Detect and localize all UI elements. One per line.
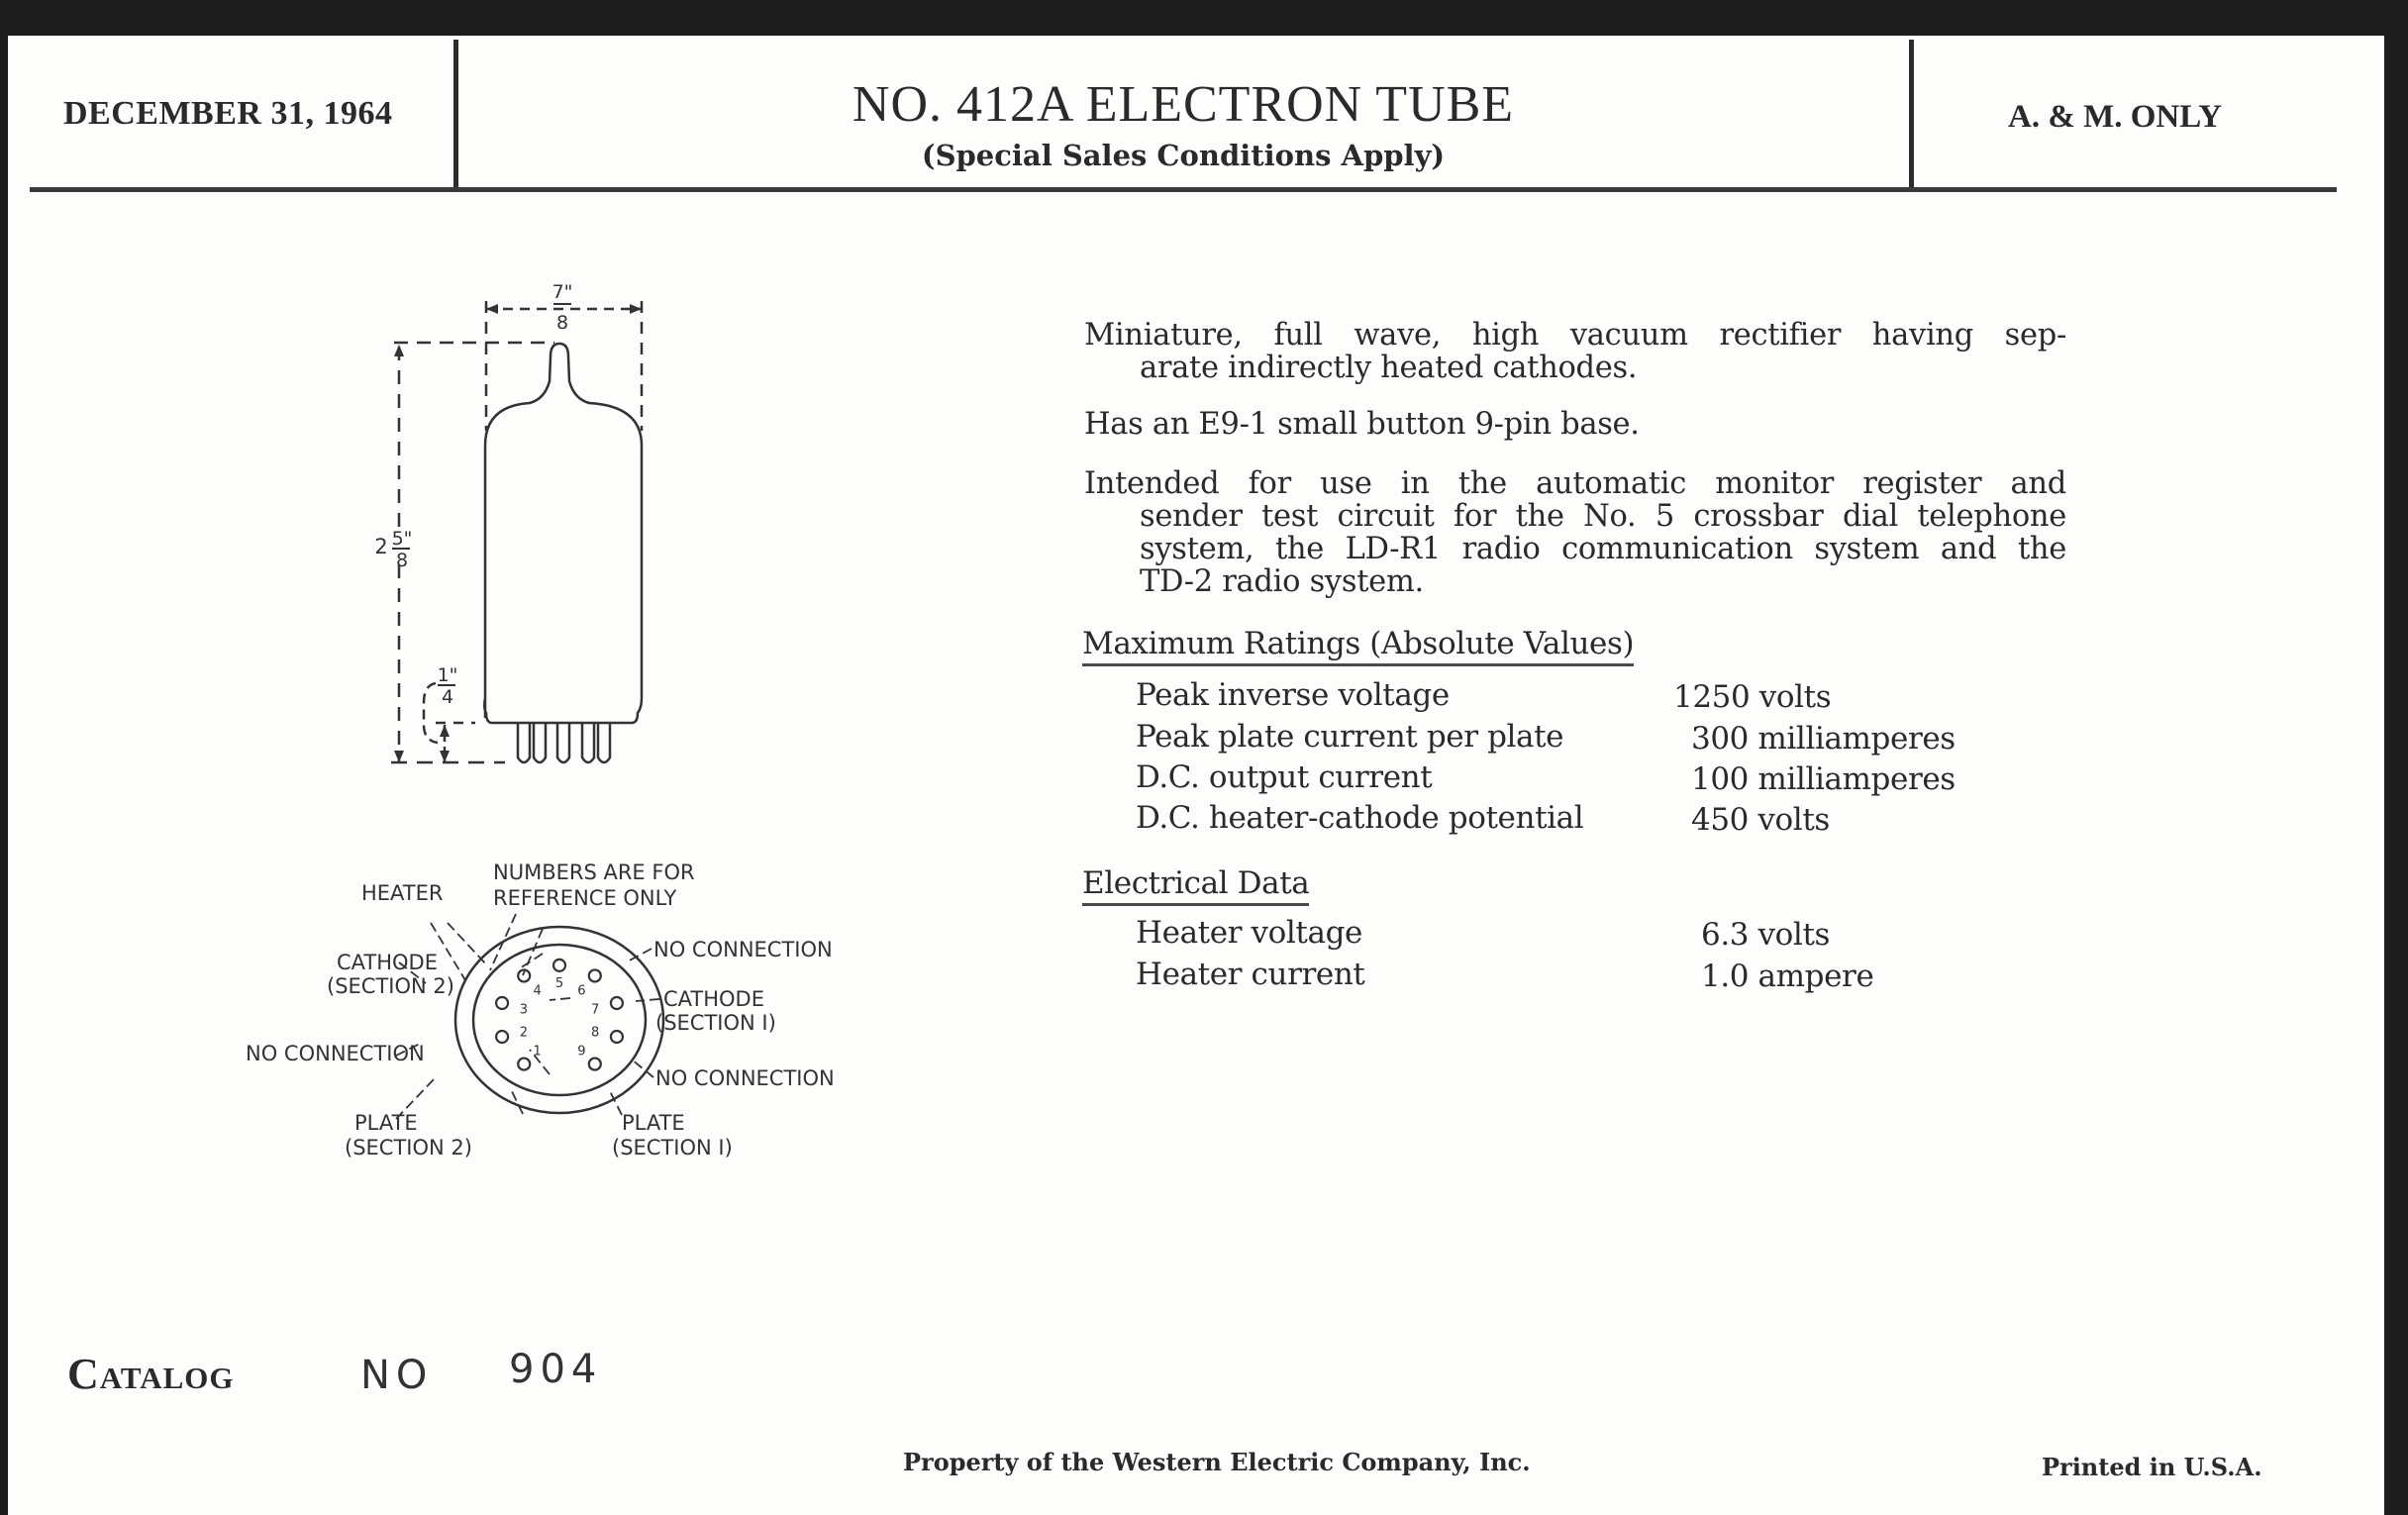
electrical-label: Heater current xyxy=(1136,957,1365,992)
rating-label: Peak plate current per plate xyxy=(1136,719,1564,755)
width-dim-numerator: 7" xyxy=(552,281,573,303)
description-paragraph-3: Intended for use in the automatic monitor register and sender test circuit for the No. 5 crossbar dial telephone system, the LD-R1 radio communication system and the TD-2 radio system. xyxy=(1084,466,2066,599)
tube-envelope xyxy=(484,344,642,723)
plate-section1-label-line2: (SECTION I) xyxy=(612,1136,733,1160)
electrical-data-heading: Electrical Data xyxy=(1082,865,1309,906)
base-pins xyxy=(496,960,623,1070)
width-dim-denominator: 8 xyxy=(555,312,569,334)
catalog-label: Catalog xyxy=(67,1350,235,1398)
base-pin xyxy=(611,1031,623,1043)
description-paragraph-2: Has an E9-1 small button 9-pin base. xyxy=(1084,407,1640,442)
base-pin-number: 6 xyxy=(577,983,586,999)
issue-date: DECEMBER 31, 1964 xyxy=(63,95,393,132)
pin-dim-denominator: 4 xyxy=(441,686,454,708)
base-connection-diagram xyxy=(228,842,921,1178)
reference-note-line2: REFERENCE ONLY xyxy=(493,886,677,910)
rating-value: 450 volts xyxy=(1691,802,1830,838)
base-pin-number: 4 xyxy=(533,983,542,999)
cathode-section1-label-line1: CATHODE xyxy=(663,987,764,1011)
authorization-note: A. & M. ONLY xyxy=(2008,99,2223,135)
rating-label: D.C. heater-cathode potential xyxy=(1136,800,1584,836)
cathode-section1-label-line2: (SECTION I) xyxy=(655,1011,776,1035)
height-dim-denominator: 8 xyxy=(395,550,409,571)
base-pin-number: 3 xyxy=(519,1002,529,1018)
base-pin xyxy=(496,997,508,1009)
base-pin xyxy=(611,997,623,1009)
base-pin xyxy=(553,960,565,971)
rating-value: 1250 volts xyxy=(1673,679,1832,715)
base-pin-number: 1 xyxy=(533,1044,542,1060)
no-connection-left-label: NO CONNECTION xyxy=(246,1042,425,1065)
tube-outline-drawing xyxy=(356,267,693,842)
page-subtitle: (Special Sales Conditions Apply) xyxy=(921,139,1446,172)
rating-value: 300 milliamperes xyxy=(1691,721,1956,757)
rating-label: Peak inverse voltage xyxy=(1136,677,1450,713)
cathode-section2-label-line2: (SECTION 2) xyxy=(327,974,454,998)
description-paragraph-1: Miniature, full wave, high vacuum rectifier having sep- arate indirectly heated cathodes. xyxy=(1084,318,2066,385)
height-dim-whole: 2 xyxy=(374,535,388,558)
plate-section1-label-line1: PLATE xyxy=(622,1111,685,1135)
rating-label: D.C. output current xyxy=(1136,759,1433,795)
base-pin xyxy=(589,1059,601,1070)
base-pin xyxy=(589,969,601,981)
plate-section2-label-line2: (SECTION 2) xyxy=(345,1136,472,1160)
base-pin-number: 8 xyxy=(590,1025,600,1041)
catalog-no-label: NO xyxy=(360,1353,434,1398)
heater-label: HEATER xyxy=(361,881,444,905)
header-rule xyxy=(30,187,2337,192)
electrical-value: 6.3 volts xyxy=(1701,917,1831,953)
base-pin-number: 2 xyxy=(519,1025,529,1041)
base-outer-ring xyxy=(455,927,663,1113)
no-connection-top-right-label: NO CONNECTION xyxy=(653,938,833,961)
height-dim-numerator: 5" xyxy=(391,528,413,550)
electrical-label: Heater voltage xyxy=(1136,915,1362,951)
page-title: NO. 412A ELECTRON TUBE xyxy=(852,76,1515,133)
base-pin-number: 7 xyxy=(590,1002,600,1018)
pin-dim-numerator: 1" xyxy=(437,664,458,686)
printed-in-notice: Printed in U.S.A. xyxy=(2042,1453,2262,1481)
tube-pins xyxy=(518,723,610,762)
header-divider-right xyxy=(1909,40,1914,188)
base-pin xyxy=(518,1059,530,1070)
base-inner-ring xyxy=(473,945,646,1095)
rating-value: 100 milliamperes xyxy=(1691,761,1956,797)
plate-section2-label-line1: PLATE xyxy=(354,1111,418,1135)
base-pin-number: 5 xyxy=(554,976,564,991)
catalog-number: 904 xyxy=(509,1347,603,1392)
maximum-ratings-heading: Maximum Ratings (Absolute Values) xyxy=(1082,626,1634,666)
property-notice: Property of the Western Electric Company, Inc. xyxy=(903,1448,1531,1476)
base-pin xyxy=(496,1031,508,1043)
electrical-value: 1.0 ampere xyxy=(1701,959,1874,994)
no-connection-bottom-right-label: NO CONNECTION xyxy=(655,1066,835,1090)
cathode-section2-label-line1: CATHODE xyxy=(337,951,438,974)
base-pin-number: 9 xyxy=(577,1044,586,1060)
reference-note-line1: NUMBERS ARE FOR xyxy=(493,860,695,884)
